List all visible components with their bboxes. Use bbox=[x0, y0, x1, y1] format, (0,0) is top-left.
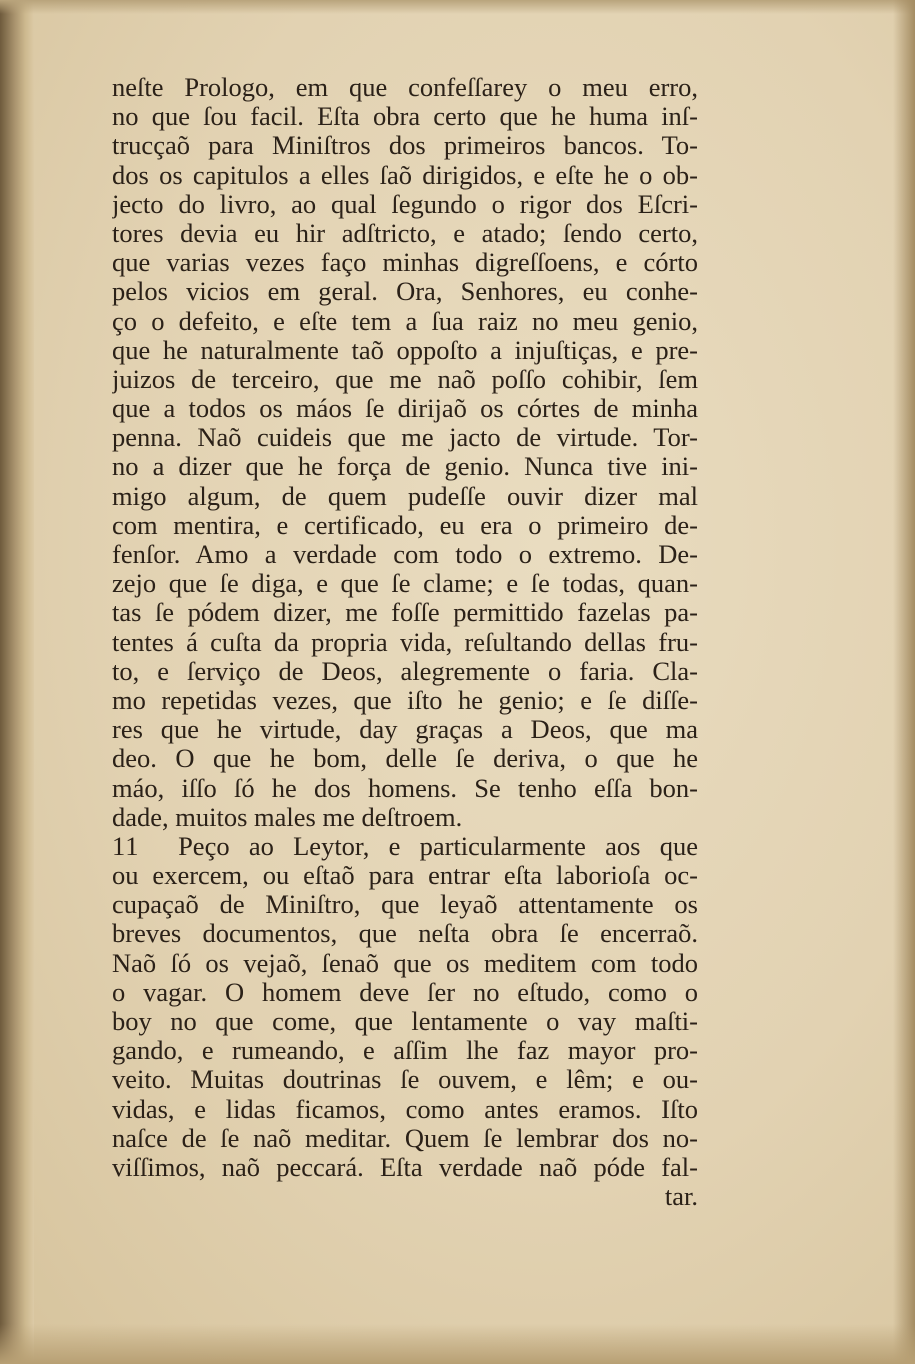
text-line: no que ſou facil. Eſta obra certo que he huma inſ- bbox=[112, 102, 698, 132]
text-line: breves documentos, que neſta obra ſe encerraõ. bbox=[112, 919, 698, 949]
text-line: to, e ſerviço de Deos, alegremente o faria. Cla- bbox=[112, 656, 698, 686]
text-line: tentes á cuſta da propria vida, reſultando dellas fru- bbox=[112, 627, 698, 657]
text-line: tores devia eu hir adſtricto, e atado; ſendo certo, bbox=[112, 218, 698, 248]
text-line: o vagar. O homem deve ſer no eſtudo, como o bbox=[112, 977, 698, 1007]
page-top-edge bbox=[0, 0, 915, 14]
text-line: trucçaõ para Miniſtros dos primeiros bancos. To- bbox=[112, 131, 698, 161]
text-line: naſce de ſe naõ meditar. Quem ſe lembrar dos no- bbox=[112, 1123, 698, 1153]
text-line: que varias vezes faço minhas digreſſoens, e córto bbox=[112, 248, 698, 278]
text-line: cupaçaõ de Miniſtro, que leyaõ attentamente os bbox=[112, 890, 698, 920]
text-line: ço o defeito, e eſte tem a ſua raiz no meu genio, bbox=[112, 306, 698, 336]
page-right-edge bbox=[893, 0, 915, 1364]
binding-gutter bbox=[0, 0, 34, 1364]
text-line: ou exercem, ou eſtaõ para entrar eſta laborioſa oc- bbox=[112, 861, 698, 891]
text-line: dade, muitos males me deſtroem. bbox=[112, 802, 463, 832]
text-line: pelos vicios em geral. Ora, Senhores, eu conhe- bbox=[112, 277, 698, 307]
text-line: deo. O que he bom, delle ſe deriva, o que he bbox=[112, 744, 698, 774]
text-line: gando, e rumeando, e aſſim lhe faz mayor pro- bbox=[112, 1036, 698, 1066]
text-line: com mentira, e certificado, eu era o primeiro de- bbox=[112, 510, 698, 540]
text-block bbox=[112, 73, 698, 1211]
text-line: boy no que come, que lentamente o vay maſti- bbox=[112, 1007, 698, 1036]
text-line: veito. Muitas doutrinas ſe ouvem, e lêm; e ou- bbox=[112, 1065, 698, 1095]
text-line: Naõ ſó os vejaõ, ſenaõ que os meditem com todo bbox=[112, 948, 698, 978]
text-line: dos os capitulos a elles ſaõ dirigidos, e eſte he o ob- bbox=[112, 160, 698, 190]
text-line: res que he virtude, day graças a Deos, que ma bbox=[112, 715, 698, 745]
text-line: viſſimos, naõ peccará. Eſta verdade naõ póde fal- bbox=[112, 1152, 698, 1182]
text-line: tas ſe pódem dizer, me foſſe permittido fazelas pa- bbox=[112, 598, 698, 628]
text-line: jecto do livro, ao qual ſegundo o rigor dos Eſcri- bbox=[112, 189, 698, 219]
text-line: máo, iſſo ſó he dos homens. Se tenho eſſa bon- bbox=[112, 773, 698, 803]
text-line: no a dizer que he força de genio. Nunca tive ini- bbox=[112, 452, 698, 482]
text-line: mo repetidas vezes, que iſto he genio; e ſe diſſe- bbox=[112, 685, 698, 715]
paragraph-first-text: Peço ao Leytor, e particularmente aos que bbox=[178, 831, 698, 861]
page-bottom-edge bbox=[0, 1324, 915, 1364]
text-line: neſte Prologo, em que confeſſarey o meu erro, bbox=[112, 73, 698, 102]
text-line: zejo que ſe diga, e que ſe clame; e ſe todas, quan- bbox=[112, 569, 698, 599]
text-line: que he naturalmente taõ oppoſto a injuſtiças, e pre- bbox=[112, 335, 698, 365]
text-line: vidas, e lidas ficamos, como antes eramos. Iſto bbox=[112, 1094, 698, 1124]
text-line: juizos de terceiro, que me naõ poſſo cohibir, ſem bbox=[112, 364, 698, 394]
paragraph-start-line bbox=[112, 832, 698, 861]
catchword: tar. bbox=[664, 1182, 698, 1212]
text-line: migo algum, de quem pudeſſe ouvir dizer mal bbox=[112, 481, 698, 511]
text-line: que a todos os máos ſe dirijaõ os córtes de minha bbox=[112, 394, 698, 424]
paragraph-number: 11 bbox=[112, 831, 140, 861]
text-line: fenſor. Amo a verdade com todo o extremo. De- bbox=[112, 540, 698, 569]
text-line: penna. Naõ cuideis que me jacto de virtude. Tor- bbox=[112, 423, 698, 453]
